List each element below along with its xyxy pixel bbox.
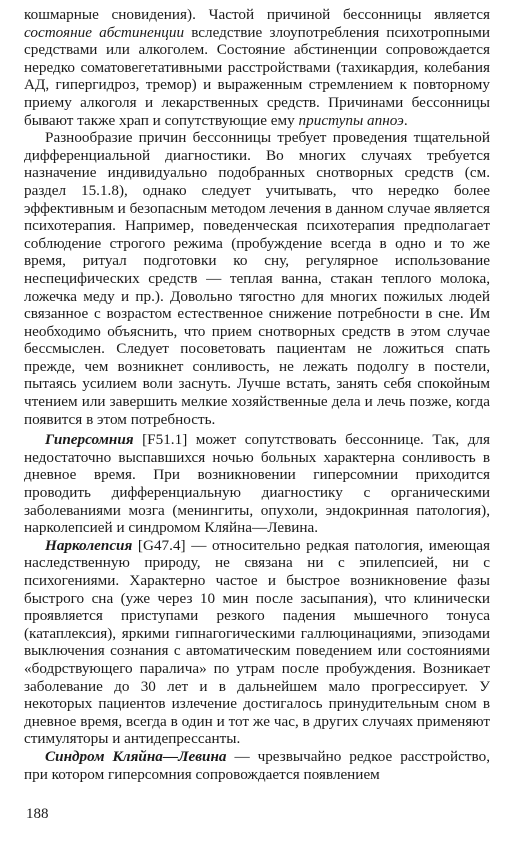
term-hypersomnia: Гиперсомния <box>45 431 134 449</box>
term-abstinence: состояние абстиненции <box>24 23 185 41</box>
paragraph-narcolepsy: Нарколепсия [G47.4] — относительно редкая патология, имеющая наследственную природу, не связана ни с эпилепсией, ни с психогениями. Характерно частое и быстрое возникновение фазы быстрого сна (уже через 10 мин после засыпания), что клинически проявляется приступами резкого падения мышечного тонуса (катаплексия), яркими гипнагогическими галлюцинациями, эпизодами выключения сознания с автоматическим поведением или состояниями «бодрствующего паралича» по утрам после пробуждения. Возникает заболевание до 30 лет и в дальнейшем мало прогрессирует. У некоторых пациентов излечение достигалось принудительным сном в дневное время, всегда в один и тот же час, в других случаях применяют стимуляторы и антидепрессанты. <box>24 536 490 748</box>
term-kleine-levin: Синдром Кляйна—Левина <box>45 747 227 765</box>
page-number: 188 <box>26 806 49 822</box>
term-narcolepsy: Нарколепсия <box>45 536 133 554</box>
body-text <box>24 6 490 783</box>
term-apnea: приступы апноэ <box>298 111 404 129</box>
paragraph-abstinence: кошмарные сновидения). Частой причиной бессонницы является состояние абстиненции вследствие злоупотребления психотропными средствами или алкоголем. Состояние абстиненции сопровождается нередко соматовегетативными расстройствами (тахикардия, колебания АД, гипергидроз, тремор) и выраженным стремлением к повторному приему алкоголя и лекарственных средств. Причинами бессонницы бывают также храп и сопутствующие ему приступы апноэ. <box>24 6 490 129</box>
paragraph-hypersomnia: Гиперсомния [F51.1] может сопутствовать бессоннице. Так, для недостаточно выспавшихся ночью больных характерна сонливость в дневное время. При возникновении гиперсомнии приходится проводить дифференциальную диагностику с органическими заболеваниями мозга (менингиты, опухоли, эндокринная патология), нарколепсией и синдромом Кляйна—Левина. <box>24 431 490 537</box>
paragraph-kleine-levin: Синдром Кляйна—Левина — чрезвычайно редкое расстройство, при котором гиперсомния сопровождается появлением <box>24 747 490 783</box>
paragraph-diagnosis: Разнообразие причин бессонницы требует проведения тщательной дифференциальной диагностики. Во многих случаях требуется назначение индивидуально подобранных снотворных средств (см. раздел 15.1.8), однако следует учитывать, что нередко более эффективным и безопасным методом лечения в данном случае является психотерапия. Например, поведенческая психотерапия предполагает соблюдение строгого режима (пробуждение всегда в одно и то же время, ритуал подготовки ко сну, регулярное использование неспецифических средств — теплая ванна, стакан теплого молока, ложечка меду и пр.). Довольно тягостно для многих пожилых людей связанное с возрастом естественное снижение потребности в сне. Им необходимо объяснить, что прием снотворных средств в этом случае бессмыслен. Следует посоветовать пациентам не ложиться спать прежде, чем возникнет сонливость, не лежать подолгу в постели, пытаясь усилием воли заснуть. Лучше встать, занять себя спокойным чтением или завершить мелкие хозяйственные дела и лечь позже, когда появится в этом потребность. <box>24 129 490 428</box>
